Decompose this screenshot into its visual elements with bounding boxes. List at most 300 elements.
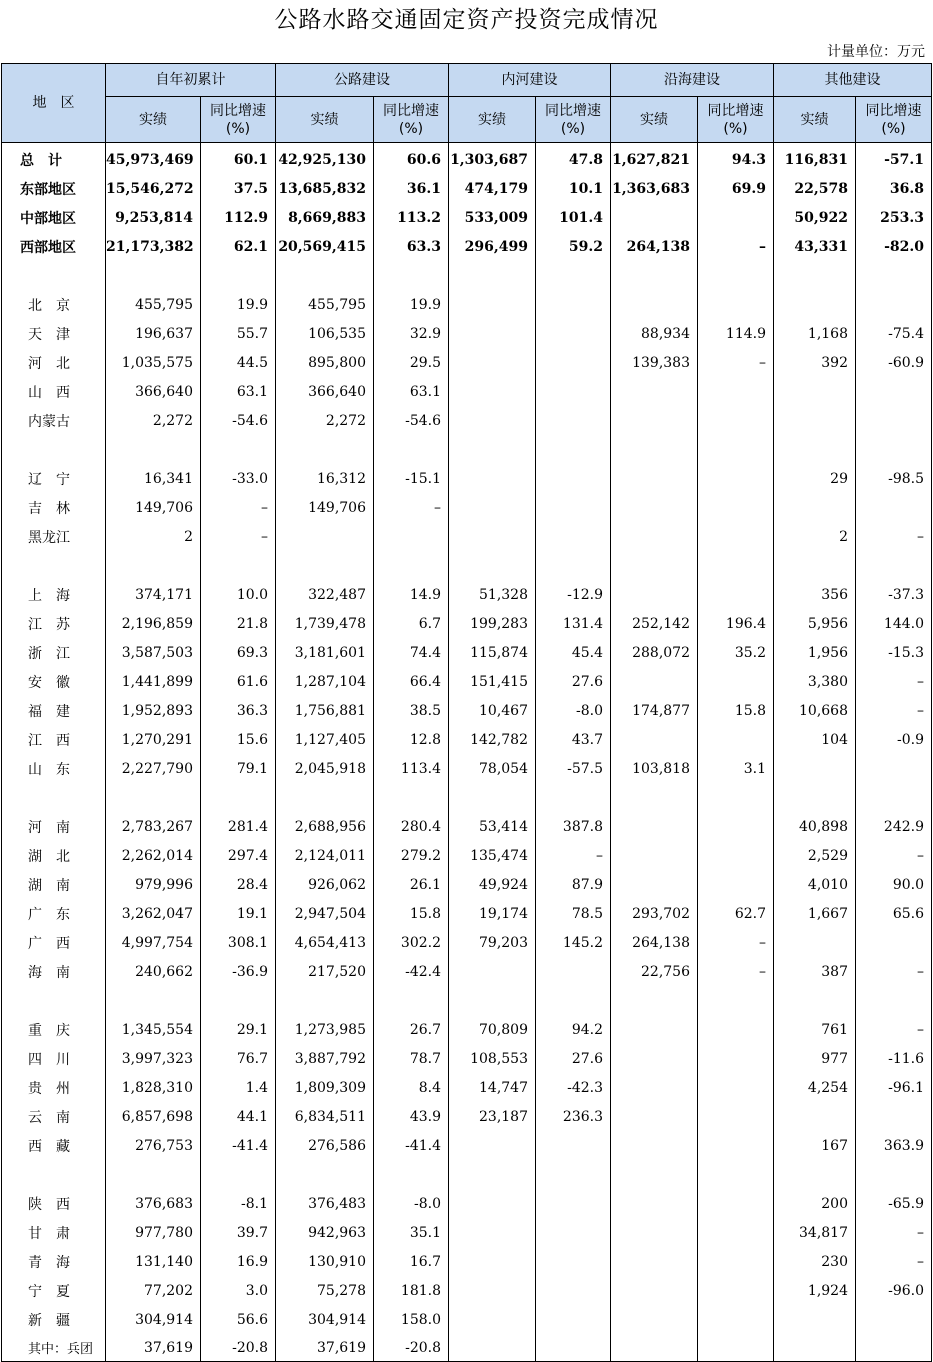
actual-value: 200 — [774, 1189, 856, 1218]
actual-value: 1,363,683 — [611, 174, 698, 203]
empty-cell — [611, 1160, 698, 1189]
actual-value — [774, 1305, 856, 1334]
actual-value: 6,834,511 — [276, 1102, 374, 1131]
growth-value: 101.4 — [536, 203, 611, 232]
growth-value: 32.9 — [374, 319, 449, 348]
growth-value: 78.7 — [374, 1044, 449, 1073]
table-row — [2, 754, 932, 783]
growth-value: 253.3 — [856, 203, 932, 232]
actual-value — [611, 203, 698, 232]
group-header-inland: 内河建设 — [449, 64, 611, 97]
growth-value: -57.1 — [856, 143, 932, 175]
region-name: 其中：兵团 — [2, 1334, 106, 1362]
empty-cell — [2, 261, 106, 290]
table-row — [2, 290, 932, 319]
growth-value: -8.0 — [536, 696, 611, 725]
growth-value: 242.9 — [856, 812, 932, 841]
actual-value: 45,973,469 — [106, 143, 201, 175]
growth-value: 14.9 — [374, 580, 449, 609]
actual-value: 293,702 — [611, 899, 698, 928]
subheader-growth: 同比增速(%) — [374, 97, 449, 143]
growth-value: – — [856, 522, 932, 551]
actual-value: 6,857,698 — [106, 1102, 201, 1131]
actual-value: 3,262,047 — [106, 899, 201, 928]
table-row — [2, 1044, 932, 1073]
group-header-cumulative: 自年初累计 — [106, 64, 276, 97]
table-row — [2, 1334, 932, 1362]
growth-value: -96.1 — [856, 1073, 932, 1102]
actual-value — [611, 464, 698, 493]
actual-value — [611, 1334, 698, 1362]
growth-value: 29.5 — [374, 348, 449, 377]
actual-value — [611, 406, 698, 435]
table-row — [2, 1015, 932, 1044]
actual-value: 37,619 — [106, 1334, 201, 1362]
growth-value: 10.0 — [201, 580, 276, 609]
region-name: 安 徽 — [2, 667, 106, 696]
growth-value — [698, 870, 774, 899]
growth-value: 78.5 — [536, 899, 611, 928]
growth-value: 3.0 — [201, 1276, 276, 1305]
growth-value: 181.8 — [374, 1276, 449, 1305]
growth-value: 69.9 — [698, 174, 774, 203]
growth-value: -20.8 — [374, 1334, 449, 1362]
growth-value — [698, 1073, 774, 1102]
actual-value: 1,287,104 — [276, 667, 374, 696]
growth-value — [698, 580, 774, 609]
empty-cell — [698, 261, 774, 290]
table-row — [2, 638, 932, 667]
growth-value — [698, 1334, 774, 1362]
actual-value: 1,667 — [774, 899, 856, 928]
actual-value — [449, 1305, 536, 1334]
region-name: 青 海 — [2, 1247, 106, 1276]
growth-value: 62.7 — [698, 899, 774, 928]
growth-value: 74.4 — [374, 638, 449, 667]
growth-value: -54.6 — [201, 406, 276, 435]
empty-cell — [611, 986, 698, 1015]
growth-value — [698, 725, 774, 754]
empty-cell — [276, 783, 374, 812]
growth-value — [698, 1218, 774, 1247]
growth-value: 302.2 — [374, 928, 449, 957]
growth-value: 69.3 — [201, 638, 276, 667]
empty-cell — [374, 783, 449, 812]
actual-value — [774, 493, 856, 522]
actual-value: 474,179 — [449, 174, 536, 203]
table-row — [2, 522, 932, 551]
actual-value: 288,072 — [611, 638, 698, 667]
growth-value: 38.5 — [374, 696, 449, 725]
empty-cell — [774, 1160, 856, 1189]
actual-value — [774, 1102, 856, 1131]
actual-value: 34,817 — [774, 1218, 856, 1247]
growth-value: 3.1 — [698, 754, 774, 783]
empty-cell — [536, 551, 611, 580]
table-row — [2, 725, 932, 754]
actual-value: 979,996 — [106, 870, 201, 899]
actual-value — [611, 290, 698, 319]
growth-value — [536, 1305, 611, 1334]
actual-value: 131,140 — [106, 1247, 201, 1276]
empty-cell — [856, 435, 932, 464]
empty-cell — [856, 783, 932, 812]
actual-value — [449, 1334, 536, 1362]
table-row — [2, 1102, 932, 1131]
growth-value: -41.4 — [374, 1131, 449, 1160]
actual-value: 130,910 — [276, 1247, 374, 1276]
actual-value — [449, 493, 536, 522]
actual-value: 2 — [106, 522, 201, 551]
actual-value: 5,956 — [774, 609, 856, 638]
actual-value — [449, 1276, 536, 1305]
growth-value: – — [856, 1218, 932, 1247]
subheader-actual: 实绩 — [449, 97, 536, 143]
actual-value: 51,328 — [449, 580, 536, 609]
actual-value: 2,045,918 — [276, 754, 374, 783]
growth-value: 280.4 — [374, 812, 449, 841]
actual-value: 977 — [774, 1044, 856, 1073]
actual-value: 103,818 — [611, 754, 698, 783]
actual-value — [611, 1247, 698, 1276]
actual-value: 1,270,291 — [106, 725, 201, 754]
growth-value: 43.7 — [536, 725, 611, 754]
actual-value: 104 — [774, 725, 856, 754]
growth-value: – — [856, 957, 932, 986]
actual-value: 3,587,503 — [106, 638, 201, 667]
spacer-row — [2, 1160, 932, 1189]
growth-value: – — [698, 928, 774, 957]
empty-cell — [449, 551, 536, 580]
region-name: 东部地区 — [2, 174, 106, 203]
growth-value: 44.1 — [201, 1102, 276, 1131]
actual-value: 22,756 — [611, 957, 698, 986]
actual-value: 264,138 — [611, 928, 698, 957]
table-row — [2, 1189, 932, 1218]
growth-value: -82.0 — [856, 232, 932, 261]
actual-value: 387 — [774, 957, 856, 986]
empty-cell — [276, 261, 374, 290]
actual-value: 70,809 — [449, 1015, 536, 1044]
actual-value — [611, 725, 698, 754]
growth-value: -75.4 — [856, 319, 932, 348]
growth-value — [536, 522, 611, 551]
actual-value: 2,196,859 — [106, 609, 201, 638]
actual-value: 79,203 — [449, 928, 536, 957]
empty-cell — [856, 986, 932, 1015]
empty-cell — [106, 435, 201, 464]
actual-value — [449, 522, 536, 551]
region-name: 上 海 — [2, 580, 106, 609]
actual-value — [774, 406, 856, 435]
actual-value: 942,963 — [276, 1218, 374, 1247]
table-row — [2, 1218, 932, 1247]
growth-value: -36.9 — [201, 957, 276, 986]
empty-cell — [611, 435, 698, 464]
region-name: 西部地区 — [2, 232, 106, 261]
actual-value: 16,312 — [276, 464, 374, 493]
growth-value: – — [856, 667, 932, 696]
table-body — [2, 143, 932, 1362]
region-name: 新 疆 — [2, 1305, 106, 1334]
actual-value: 895,800 — [276, 348, 374, 377]
table-row — [2, 203, 932, 232]
actual-value: 2,124,011 — [276, 841, 374, 870]
spacer-row — [2, 783, 932, 812]
actual-value: 1,952,893 — [106, 696, 201, 725]
growth-value: 21.8 — [201, 609, 276, 638]
growth-value: 279.2 — [374, 841, 449, 870]
actual-value — [611, 1102, 698, 1131]
empty-cell — [449, 986, 536, 1015]
growth-value: 35.2 — [698, 638, 774, 667]
region-header: 地 区 — [2, 64, 106, 143]
actual-value: 2,688,956 — [276, 812, 374, 841]
growth-value — [374, 522, 449, 551]
growth-value: 297.4 — [201, 841, 276, 870]
empty-cell — [536, 783, 611, 812]
empty-cell — [698, 783, 774, 812]
actual-value: 19,174 — [449, 899, 536, 928]
region-name: 四 川 — [2, 1044, 106, 1073]
empty-cell — [856, 1160, 932, 1189]
actual-value: 2,272 — [276, 406, 374, 435]
empty-cell — [449, 783, 536, 812]
growth-value: 6.7 — [374, 609, 449, 638]
growth-value: -8.1 — [201, 1189, 276, 1218]
growth-value: 131.4 — [536, 609, 611, 638]
region-name: 中部地区 — [2, 203, 106, 232]
actual-value: 50,922 — [774, 203, 856, 232]
growth-value: -8.0 — [374, 1189, 449, 1218]
actual-value: 75,278 — [276, 1276, 374, 1305]
growth-value: -15.1 — [374, 464, 449, 493]
actual-value: 977,780 — [106, 1218, 201, 1247]
actual-value: 4,254 — [774, 1073, 856, 1102]
growth-value: 27.6 — [536, 667, 611, 696]
growth-value: -57.5 — [536, 754, 611, 783]
growth-value — [698, 841, 774, 870]
empty-cell — [611, 783, 698, 812]
actual-value: 135,474 — [449, 841, 536, 870]
empty-cell — [276, 551, 374, 580]
growth-value: 28.4 — [201, 870, 276, 899]
region-name: 总 计 — [2, 143, 106, 175]
actual-value — [449, 1247, 536, 1276]
actual-value: 2,783,267 — [106, 812, 201, 841]
table-row — [2, 464, 932, 493]
table-row — [2, 1131, 932, 1160]
region-name: 陕 西 — [2, 1189, 106, 1218]
actual-value — [611, 493, 698, 522]
growth-value: -98.5 — [856, 464, 932, 493]
growth-value: 94.3 — [698, 143, 774, 175]
subheader-actual: 实绩 — [774, 97, 856, 143]
actual-value: 2,272 — [106, 406, 201, 435]
empty-cell — [698, 1160, 774, 1189]
table-row — [2, 812, 932, 841]
growth-value: 43.9 — [374, 1102, 449, 1131]
region-name: 西 藏 — [2, 1131, 106, 1160]
actual-value: 296,499 — [449, 232, 536, 261]
actual-value: 4,654,413 — [276, 928, 374, 957]
actual-value: 115,874 — [449, 638, 536, 667]
empty-cell — [2, 435, 106, 464]
actual-value — [611, 1218, 698, 1247]
growth-value: -42.3 — [536, 1073, 611, 1102]
table-row — [2, 928, 932, 957]
growth-value: – — [698, 957, 774, 986]
actual-value: 40,898 — [774, 812, 856, 841]
actual-value: 167 — [774, 1131, 856, 1160]
subheader-actual: 实绩 — [276, 97, 374, 143]
empty-cell — [449, 435, 536, 464]
growth-value — [698, 1131, 774, 1160]
growth-value: – — [698, 232, 774, 261]
growth-value — [698, 377, 774, 406]
growth-value: 35.1 — [374, 1218, 449, 1247]
growth-value: 61.6 — [201, 667, 276, 696]
growth-value: 47.8 — [536, 143, 611, 175]
growth-value: – — [856, 1247, 932, 1276]
actual-value: 199,283 — [449, 609, 536, 638]
region-name: 重 庆 — [2, 1015, 106, 1044]
growth-value: 44.5 — [201, 348, 276, 377]
growth-value: 19.9 — [374, 290, 449, 319]
growth-value — [698, 493, 774, 522]
actual-value: 1,345,554 — [106, 1015, 201, 1044]
empty-cell — [106, 551, 201, 580]
actual-value: 533,009 — [449, 203, 536, 232]
actual-value: 1,756,881 — [276, 696, 374, 725]
actual-value: 29 — [774, 464, 856, 493]
actual-value — [611, 841, 698, 870]
growth-value: -0.9 — [856, 725, 932, 754]
growth-value: – — [856, 841, 932, 870]
spacer-row — [2, 551, 932, 580]
actual-value: 77,202 — [106, 1276, 201, 1305]
empty-cell — [106, 986, 201, 1015]
actual-value: 21,173,382 — [106, 232, 201, 261]
empty-cell — [201, 551, 276, 580]
growth-value: 236.3 — [536, 1102, 611, 1131]
table-row — [2, 1305, 932, 1334]
growth-value: -60.9 — [856, 348, 932, 377]
growth-value: 281.4 — [201, 812, 276, 841]
growth-value: 60.6 — [374, 143, 449, 175]
empty-cell — [2, 986, 106, 1015]
growth-value — [856, 1334, 932, 1362]
growth-value: – — [698, 348, 774, 377]
actual-value: 196,637 — [106, 319, 201, 348]
table-row — [2, 609, 932, 638]
growth-value: 16.9 — [201, 1247, 276, 1276]
actual-value: 455,795 — [276, 290, 374, 319]
growth-value — [698, 290, 774, 319]
empty-cell — [374, 986, 449, 1015]
growth-value — [698, 1189, 774, 1218]
empty-cell — [611, 261, 698, 290]
empty-cell — [374, 435, 449, 464]
empty-cell — [374, 551, 449, 580]
actual-value: 761 — [774, 1015, 856, 1044]
empty-cell — [698, 551, 774, 580]
actual-value — [774, 928, 856, 957]
empty-cell — [106, 783, 201, 812]
actual-value: 304,914 — [106, 1305, 201, 1334]
empty-cell — [276, 986, 374, 1015]
subheader-growth: 同比增速(%) — [536, 97, 611, 143]
region-name: 贵 州 — [2, 1073, 106, 1102]
growth-value: 37.5 — [201, 174, 276, 203]
growth-value: 113.2 — [374, 203, 449, 232]
actual-value: 9,253,814 — [106, 203, 201, 232]
growth-value — [536, 493, 611, 522]
growth-value: 36.1 — [374, 174, 449, 203]
actual-value — [449, 464, 536, 493]
region-name: 福 建 — [2, 696, 106, 725]
growth-value: 66.4 — [374, 667, 449, 696]
actual-value: 142,782 — [449, 725, 536, 754]
growth-value — [536, 290, 611, 319]
growth-value: 15.8 — [698, 696, 774, 725]
growth-value: 196.4 — [698, 609, 774, 638]
growth-value: -12.9 — [536, 580, 611, 609]
actual-value — [611, 667, 698, 696]
actual-value: 3,887,792 — [276, 1044, 374, 1073]
actual-value: 53,414 — [449, 812, 536, 841]
table-row — [2, 1247, 932, 1276]
page-title: 公路水路交通固定资产投资完成情况 — [274, 7, 659, 33]
growth-value: -42.4 — [374, 957, 449, 986]
growth-value: 1.4 — [201, 1073, 276, 1102]
table-row — [2, 493, 932, 522]
region-name: 辽 宁 — [2, 464, 106, 493]
actual-value: 15,546,272 — [106, 174, 201, 203]
growth-value: – — [201, 522, 276, 551]
growth-value: 387.8 — [536, 812, 611, 841]
actual-value: 926,062 — [276, 870, 374, 899]
table-row — [2, 174, 932, 203]
actual-value: 49,924 — [449, 870, 536, 899]
actual-value: 455,795 — [106, 290, 201, 319]
empty-cell — [201, 261, 276, 290]
actual-value: 376,683 — [106, 1189, 201, 1218]
actual-value: 252,142 — [611, 609, 698, 638]
table-row — [2, 667, 932, 696]
growth-value — [856, 406, 932, 435]
growth-value: 114.9 — [698, 319, 774, 348]
actual-value: 10,467 — [449, 696, 536, 725]
actual-value: 1,127,405 — [276, 725, 374, 754]
growth-value — [536, 348, 611, 377]
spacer-row — [2, 986, 932, 1015]
growth-value — [536, 1189, 611, 1218]
actual-value — [774, 754, 856, 783]
actual-value: 139,383 — [611, 348, 698, 377]
growth-value: 112.9 — [201, 203, 276, 232]
growth-value: 79.1 — [201, 754, 276, 783]
actual-value: 149,706 — [106, 493, 201, 522]
empty-cell — [2, 1160, 106, 1189]
actual-value: 43,331 — [774, 232, 856, 261]
actual-value — [449, 377, 536, 406]
growth-value: 113.4 — [374, 754, 449, 783]
growth-value: 308.1 — [201, 928, 276, 957]
actual-value — [774, 377, 856, 406]
empty-cell — [374, 261, 449, 290]
spacer-row — [2, 435, 932, 464]
